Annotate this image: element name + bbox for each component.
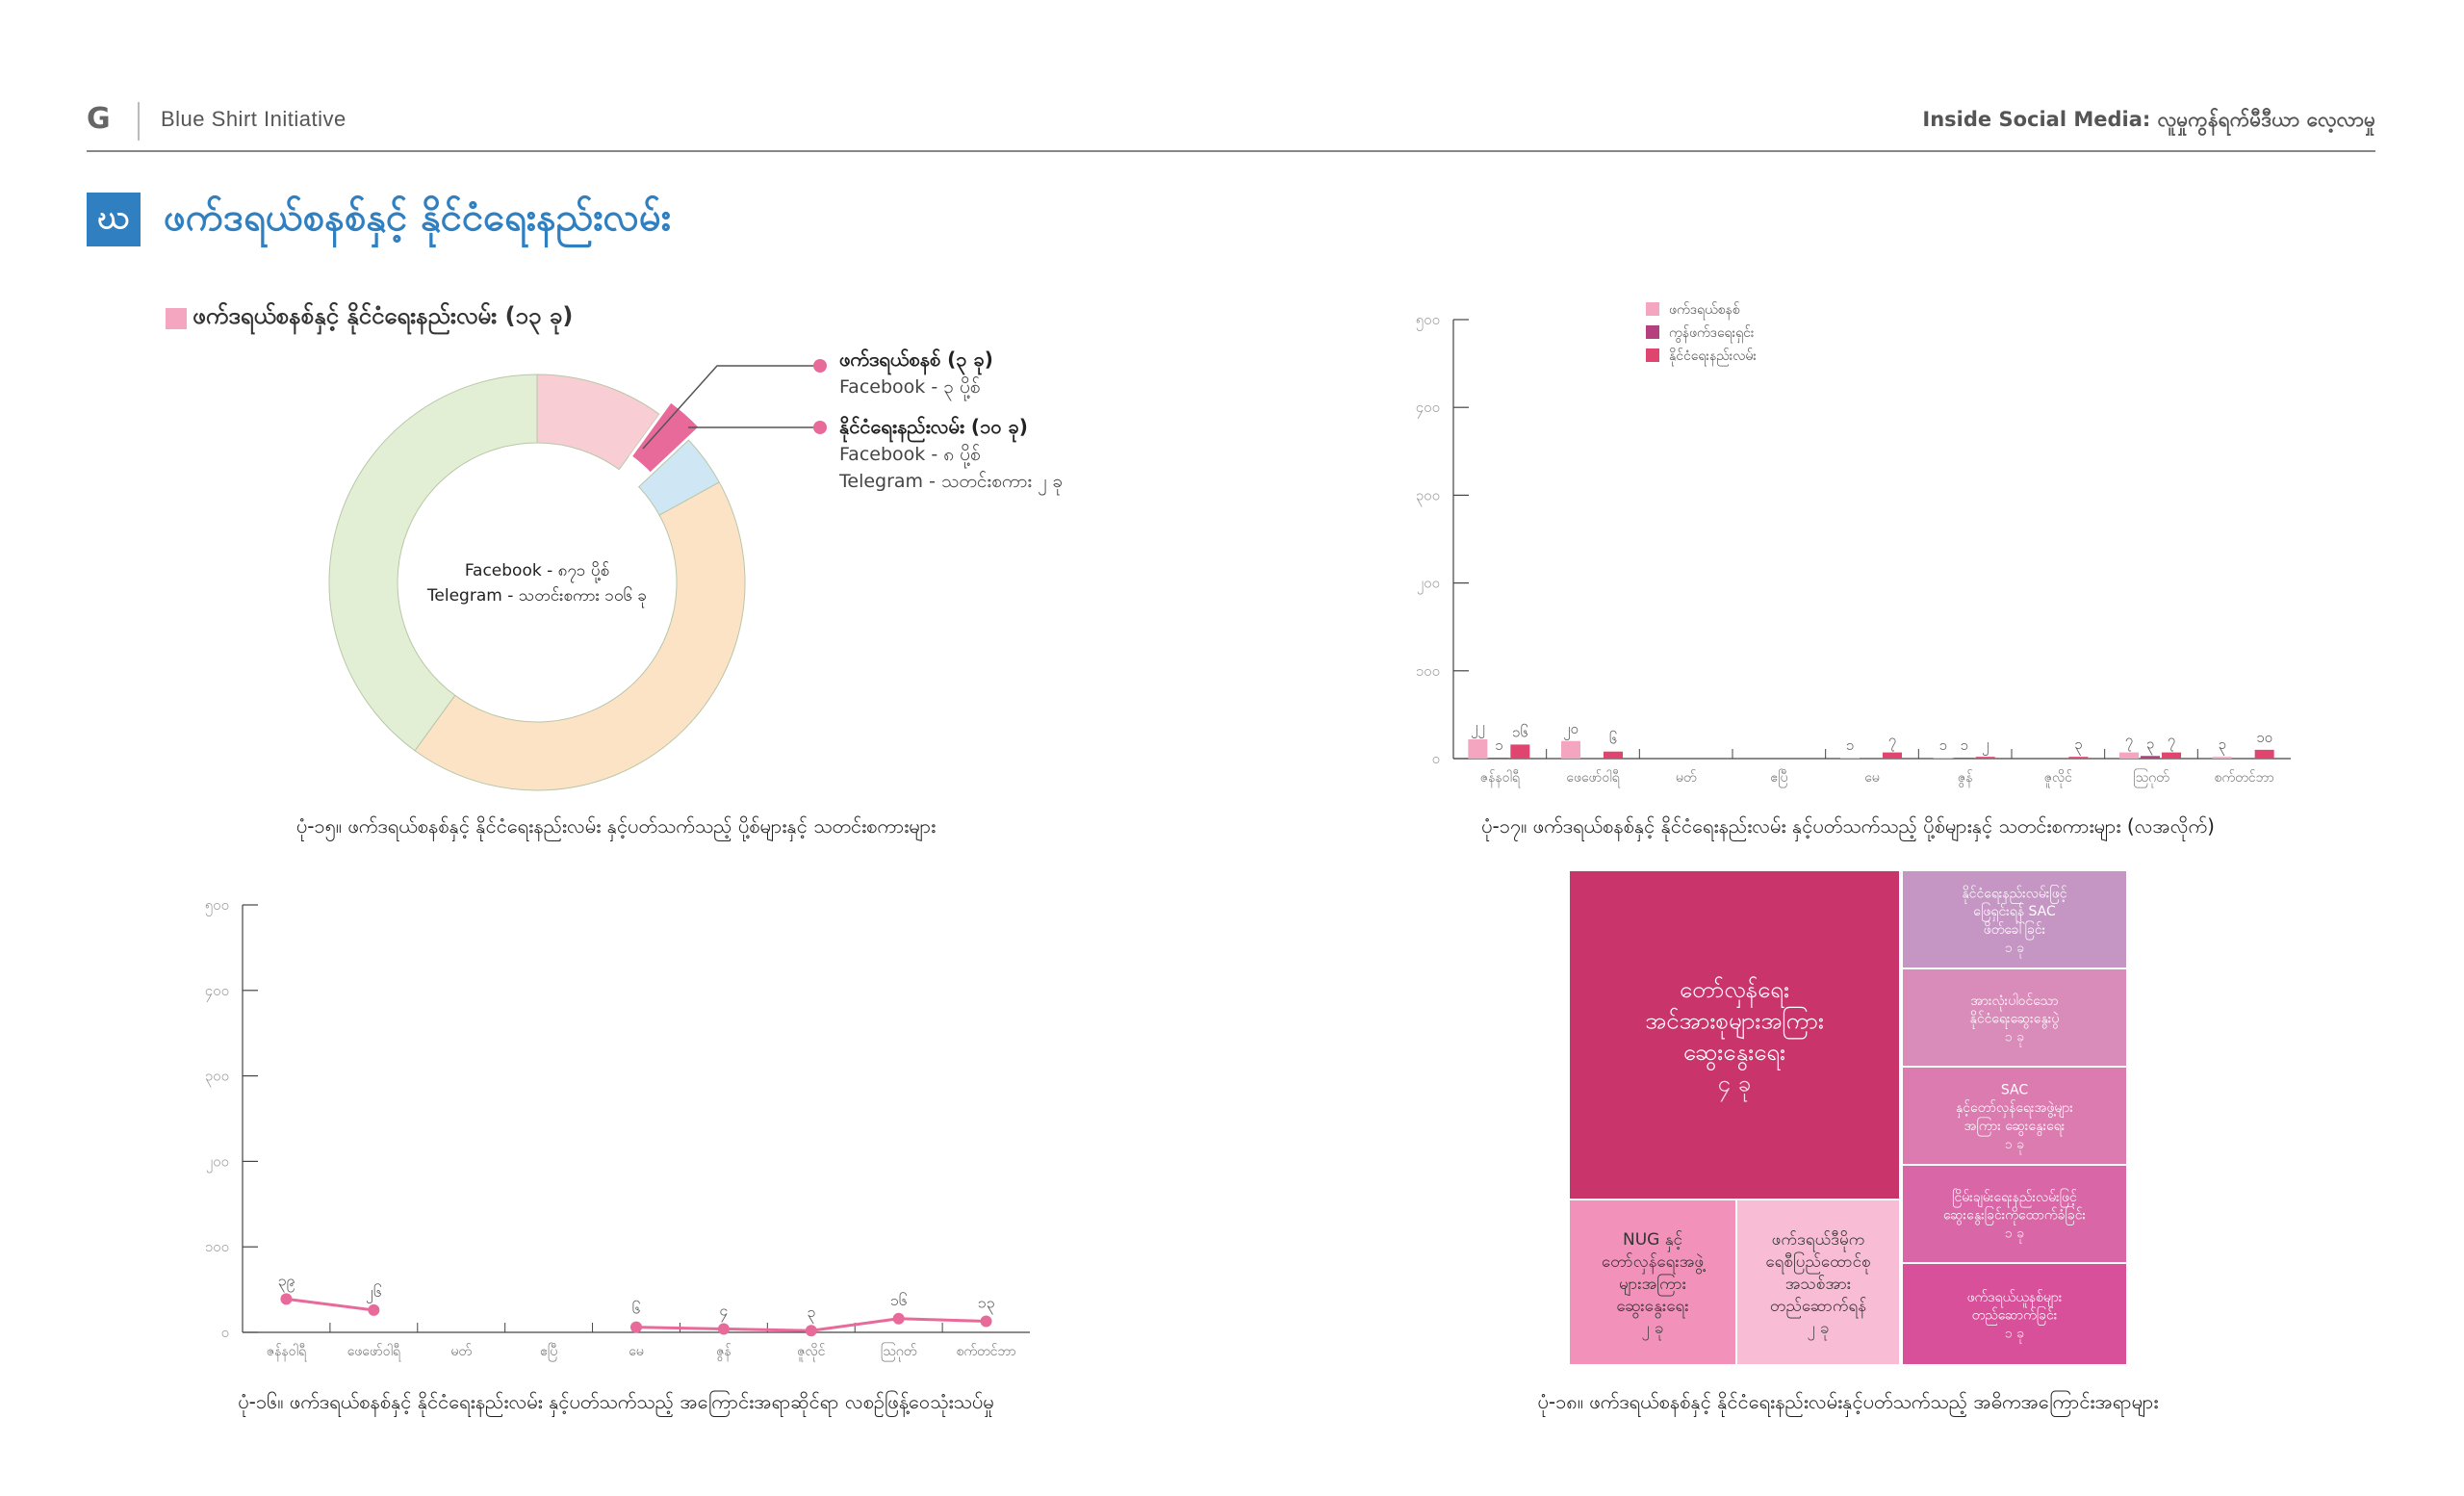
topic-treemap <box>1569 870 2127 1365</box>
line-x-tick-label: မေ <box>629 1344 644 1359</box>
bar-legend-swatch-2 <box>1646 325 1659 339</box>
bar-0-0 <box>1468 739 1487 759</box>
callout2-anchor <box>679 423 688 432</box>
bar-value-label: ၁ <box>1960 736 1968 755</box>
callout2-title: နိုင်ငံရေးနည်းလမ်း (၁၀ ခု) <box>839 415 1028 438</box>
callout1-line1: Facebook - ၃ ပို့စ် <box>839 376 981 398</box>
treemap-value-2: ၂ ခု <box>1641 1318 1664 1338</box>
treemap-label-6: SAC နှင့်တော်လှန်ရေးအဖွဲ့များအကြား ဆွေးနွေးရေး <box>1956 1082 2073 1135</box>
bar-0-2 <box>1510 744 1529 759</box>
line-y-tick-label: ၃၀၀ <box>204 1067 229 1085</box>
donut-legend-swatch <box>166 308 187 329</box>
line-value-label: ၁၃ <box>977 1293 995 1312</box>
donut-center-line2: Telegram - သတင်းစကား ၁၀၆ ခု <box>426 586 648 606</box>
line-segment <box>636 1328 724 1329</box>
treemap-value-6: ၁ ခု <box>2004 1137 2025 1153</box>
bar-x-tick-label: မေ <box>1864 770 1880 786</box>
line-x-tick-label: ဖေဖော်ဝါရီ <box>346 1344 400 1359</box>
bar-8-0 <box>2213 757 2232 759</box>
line-value-label: ၃ <box>807 1303 816 1322</box>
treemap-value-7: ၁ ခု <box>2004 1225 2025 1242</box>
bar-value-label: ၁ <box>1845 736 1855 755</box>
line-x-tick-label: မတ် <box>450 1344 473 1359</box>
bar-y-tick-label: ၅၀၀ <box>1415 311 1440 328</box>
bar-value-label: ၂ <box>1981 735 1989 754</box>
bar-x-tick-label: ဇွန် <box>1957 770 1973 786</box>
line-point <box>368 1304 379 1316</box>
line-value-label: ၂၆ <box>365 1281 382 1301</box>
bar-value-label: ၇ <box>1887 731 1897 749</box>
bar-1-0 <box>1561 741 1580 759</box>
bar-7-0 <box>2119 753 2139 759</box>
donut-center-line1: Facebook - ၈၇၁ ပို့စ် <box>464 561 610 580</box>
bar-y-tick-label: ၁၀၀ <box>1415 661 1440 680</box>
bar-x-tick-label: ဧပြီ <box>1770 770 1788 786</box>
line-value-label: ၄ <box>719 1301 729 1320</box>
line-x-tick-label: စက်တင်ဘာ <box>956 1344 1016 1359</box>
line-point <box>630 1322 642 1333</box>
bar-y-tick-label: ၄၀၀ <box>1415 399 1440 417</box>
donut-legend-title: ဖက်ဒရယ်စနစ်နှင့် နိုင်ငံရေးနည်းလမ်း (၁၃ ခု) <box>192 302 574 329</box>
bar-y-tick-label: ၀ <box>1431 750 1440 767</box>
bar-8-2 <box>2255 750 2274 759</box>
callout2-line1: Facebook - ၈ ပို့စ် <box>839 444 981 465</box>
bar-7-1 <box>2141 756 2160 759</box>
bar-legend-label-1: ဖက်ဒရယ်စနစ် <box>1669 302 1740 318</box>
bar-value-label: ၂၂ <box>1470 717 1485 735</box>
treemap-label-5: အားလုံးပါဝင်သောနိုင်ငံရေးဆွေးနွေးပွဲ <box>1969 993 2060 1027</box>
line-y-tick-label: ၂၀၀ <box>205 1152 229 1171</box>
callout2-dot <box>813 421 827 434</box>
line-point <box>280 1293 292 1304</box>
brand-logo: G <box>87 102 111 136</box>
treemap-label-2: NUG နှင့်တော်လှန်ရေးအဖွဲ့များအကြားဆွေးနွေးရေး <box>1601 1229 1705 1316</box>
line-x-tick-label: ဧပြီ <box>540 1344 558 1359</box>
treemap-value-8: ၁ ခု <box>2004 1326 2025 1342</box>
treemap-label-3: ဖက်ဒရယ်ဒီမိုကရေစီပြည်ထောင်စုအသစ်အားတည်ဆောက်ရန် <box>1765 1229 1871 1316</box>
treemap-cell-1 <box>1569 870 1900 1199</box>
treemap-value-5: ၁ ခု <box>2004 1029 2025 1045</box>
bar-x-tick-label: ဩဂုတ် <box>2133 770 2169 786</box>
line-y-tick-label: ၄၀၀ <box>204 981 229 999</box>
line-x-tick-label: ဩဂုတ် <box>880 1344 917 1359</box>
bar-4-2 <box>1883 753 1902 759</box>
line-segment <box>724 1328 811 1330</box>
bar-1-2 <box>1604 752 1623 759</box>
bar-legend-label-3: နိုင်ငံရေးနည်းလမ်း <box>1669 348 1757 364</box>
line-point <box>981 1315 992 1327</box>
donut-chart <box>289 347 1155 809</box>
line-x-tick-label: ဇန်နဝါရီ <box>266 1344 307 1359</box>
monthly-line-chart <box>173 886 1059 1367</box>
bar-x-tick-label: စက်တင်ဘာ <box>2214 770 2274 786</box>
line-point <box>893 1313 905 1325</box>
line-x-tick-label: ဇွန် <box>716 1344 732 1359</box>
line-segment <box>899 1319 987 1322</box>
monthly-bar-chart <box>1386 279 2310 799</box>
line-value-label: ၁၆ <box>889 1290 908 1309</box>
bar-x-tick-label: ဇူလိုင် <box>2043 770 2072 786</box>
bar-value-label: ၇ <box>2167 731 2176 749</box>
treemap-label-7: ငြိမ်းချမ်းရေးနည်းလမ်းဖြင့်ဆွေးနွေးခြင်းကိုထောက်ခံခြင်း <box>1942 1189 2087 1224</box>
treemap-label-1: တော်လှန်ရေးအင်အားစုများအကြားဆွေးနွေးရေး <box>1645 976 1824 1066</box>
header-divider <box>138 102 140 141</box>
bar-value-label: ၁၀ <box>2256 728 2273 746</box>
line-point <box>806 1325 817 1336</box>
bar-legend-label-2: ကွန်ဖက်ဒရေးရှင်း <box>1669 325 1755 341</box>
treemap-label-4: နိုင်ငံရေးနည်းလမ်းဖြင့်ဖြေရှင်းရန် SAC ဖိတ်ခေါ်ခြင်း <box>1962 886 2067 939</box>
line-point <box>718 1323 730 1334</box>
bar-value-label: ၃ <box>2145 735 2155 753</box>
bar-value-label: ၁ <box>1495 736 1503 755</box>
bar-x-tick-label: မတ် <box>1675 770 1697 786</box>
line-segment <box>286 1299 373 1310</box>
callout2-line2: Telegram - သတင်းစကား ၂ ခု <box>839 471 1064 492</box>
bar-value-label: ၇ <box>2124 731 2134 749</box>
callout1-title: ဖက်ဒရယ်စနစ် (၃ ခု) <box>839 348 993 371</box>
treemap-value-1: ၄ ခု <box>1717 1070 1752 1097</box>
donut-caption: ပုံ-၁၅။ ဖက်ဒရယ်စနစ်နှင့် နိုင်ငံရေးနည်းလမ်း နှင့်ပတ်သက်သည့် ပို့စ်များနှင့် သတင်းစကားများ <box>295 814 937 838</box>
bar-x-tick-label: ဖေဖော်ဝါရီ <box>1566 770 1620 786</box>
bar-y-tick-label: ၂၀၀ <box>1416 574 1440 592</box>
line-y-tick-label: ၁၀၀ <box>204 1238 229 1256</box>
header-rule <box>87 150 2375 152</box>
bar-value-label: ၁ <box>1938 736 1947 755</box>
bar-5-2 <box>1976 757 1995 759</box>
line-y-tick-label: ၀ <box>220 1324 229 1341</box>
bar-5-0 <box>1934 758 1953 759</box>
bar-legend-swatch-3 <box>1646 348 1659 362</box>
treemap-value-4: ၁ ခု <box>2004 941 2025 957</box>
treemap-caption: ပုံ-၁၈။ ဖက်ဒရယ်စနစ်နှင့် နိုင်ငံရေးနည်းလမ်းနှင့်ပတ်သက်သည့် အဓိကအကြောင်းအရာများ <box>1537 1390 2159 1413</box>
line-value-label: ၃၉ <box>277 1271 295 1290</box>
line-caption: ပုံ-၁၆။ ဖက်ဒရယ်စနစ်နှင့် နိုင်ငံရေးနည်းလမ်း နှင့်ပတ်သက်သည့် အကြောင်းအရာဆိုင်ရာ လစဉ်ဖြန့်ဝေသုံးသပ်မှု <box>238 1390 994 1413</box>
bar-x-tick-label: ဇန်နဝါရီ <box>1479 770 1520 786</box>
bar-value-label: ၁၆ <box>1511 723 1528 741</box>
report-title: Inside Social Media: လူမှုကွန်ရက်မီဒီယာ လေ့လာမှု <box>1922 108 2375 131</box>
organization-name: Blue Shirt Initiative <box>161 107 346 131</box>
bar-5-1 <box>1955 758 1974 759</box>
treemap-label-8: ဖက်ဒရယ်ယူနစ်များတည်ဆောက်ခြင်း <box>1966 1289 2063 1324</box>
bar-4-0 <box>1840 758 1860 759</box>
bar-y-tick-label: ၃၀၀ <box>1415 486 1440 504</box>
line-x-tick-label: ဇူလိုင် <box>797 1344 826 1359</box>
bar-6-2 <box>2068 757 2088 759</box>
bar-value-label: ၃ <box>2074 735 2083 754</box>
bar-value-label: ၃ <box>2218 735 2226 754</box>
section-title: ဖက်ဒရယ်စနစ်နှင့် နိုင်ငံရေးနည်းလမ်း <box>164 195 672 240</box>
callout1-dot <box>813 359 827 373</box>
bar-value-label: ၆ <box>1608 730 1618 748</box>
donut-slice-4 <box>415 482 745 790</box>
line-y-tick-label: ၅၀၀ <box>204 896 229 914</box>
bar-0-1 <box>1489 758 1508 759</box>
section-badge: ဃ <box>87 193 141 246</box>
treemap-value-3: ၂ ခု <box>1807 1318 1830 1338</box>
bar-caption: ပုံ-၁၇။ ဖက်ဒရယ်စနစ်နှင့် နိုင်ငံရေးနည်းလမ်း နှင့်ပတ်သက်သည့် ပို့စ်များနှင့် သတင်းစကားများ (လအလိုက်) <box>1481 814 2215 838</box>
line-value-label: ၆ <box>631 1299 641 1318</box>
bar-legend-swatch-1 <box>1646 302 1659 316</box>
bar-value-label: ၂၀ <box>1563 719 1578 737</box>
bar-7-2 <box>2162 753 2181 759</box>
